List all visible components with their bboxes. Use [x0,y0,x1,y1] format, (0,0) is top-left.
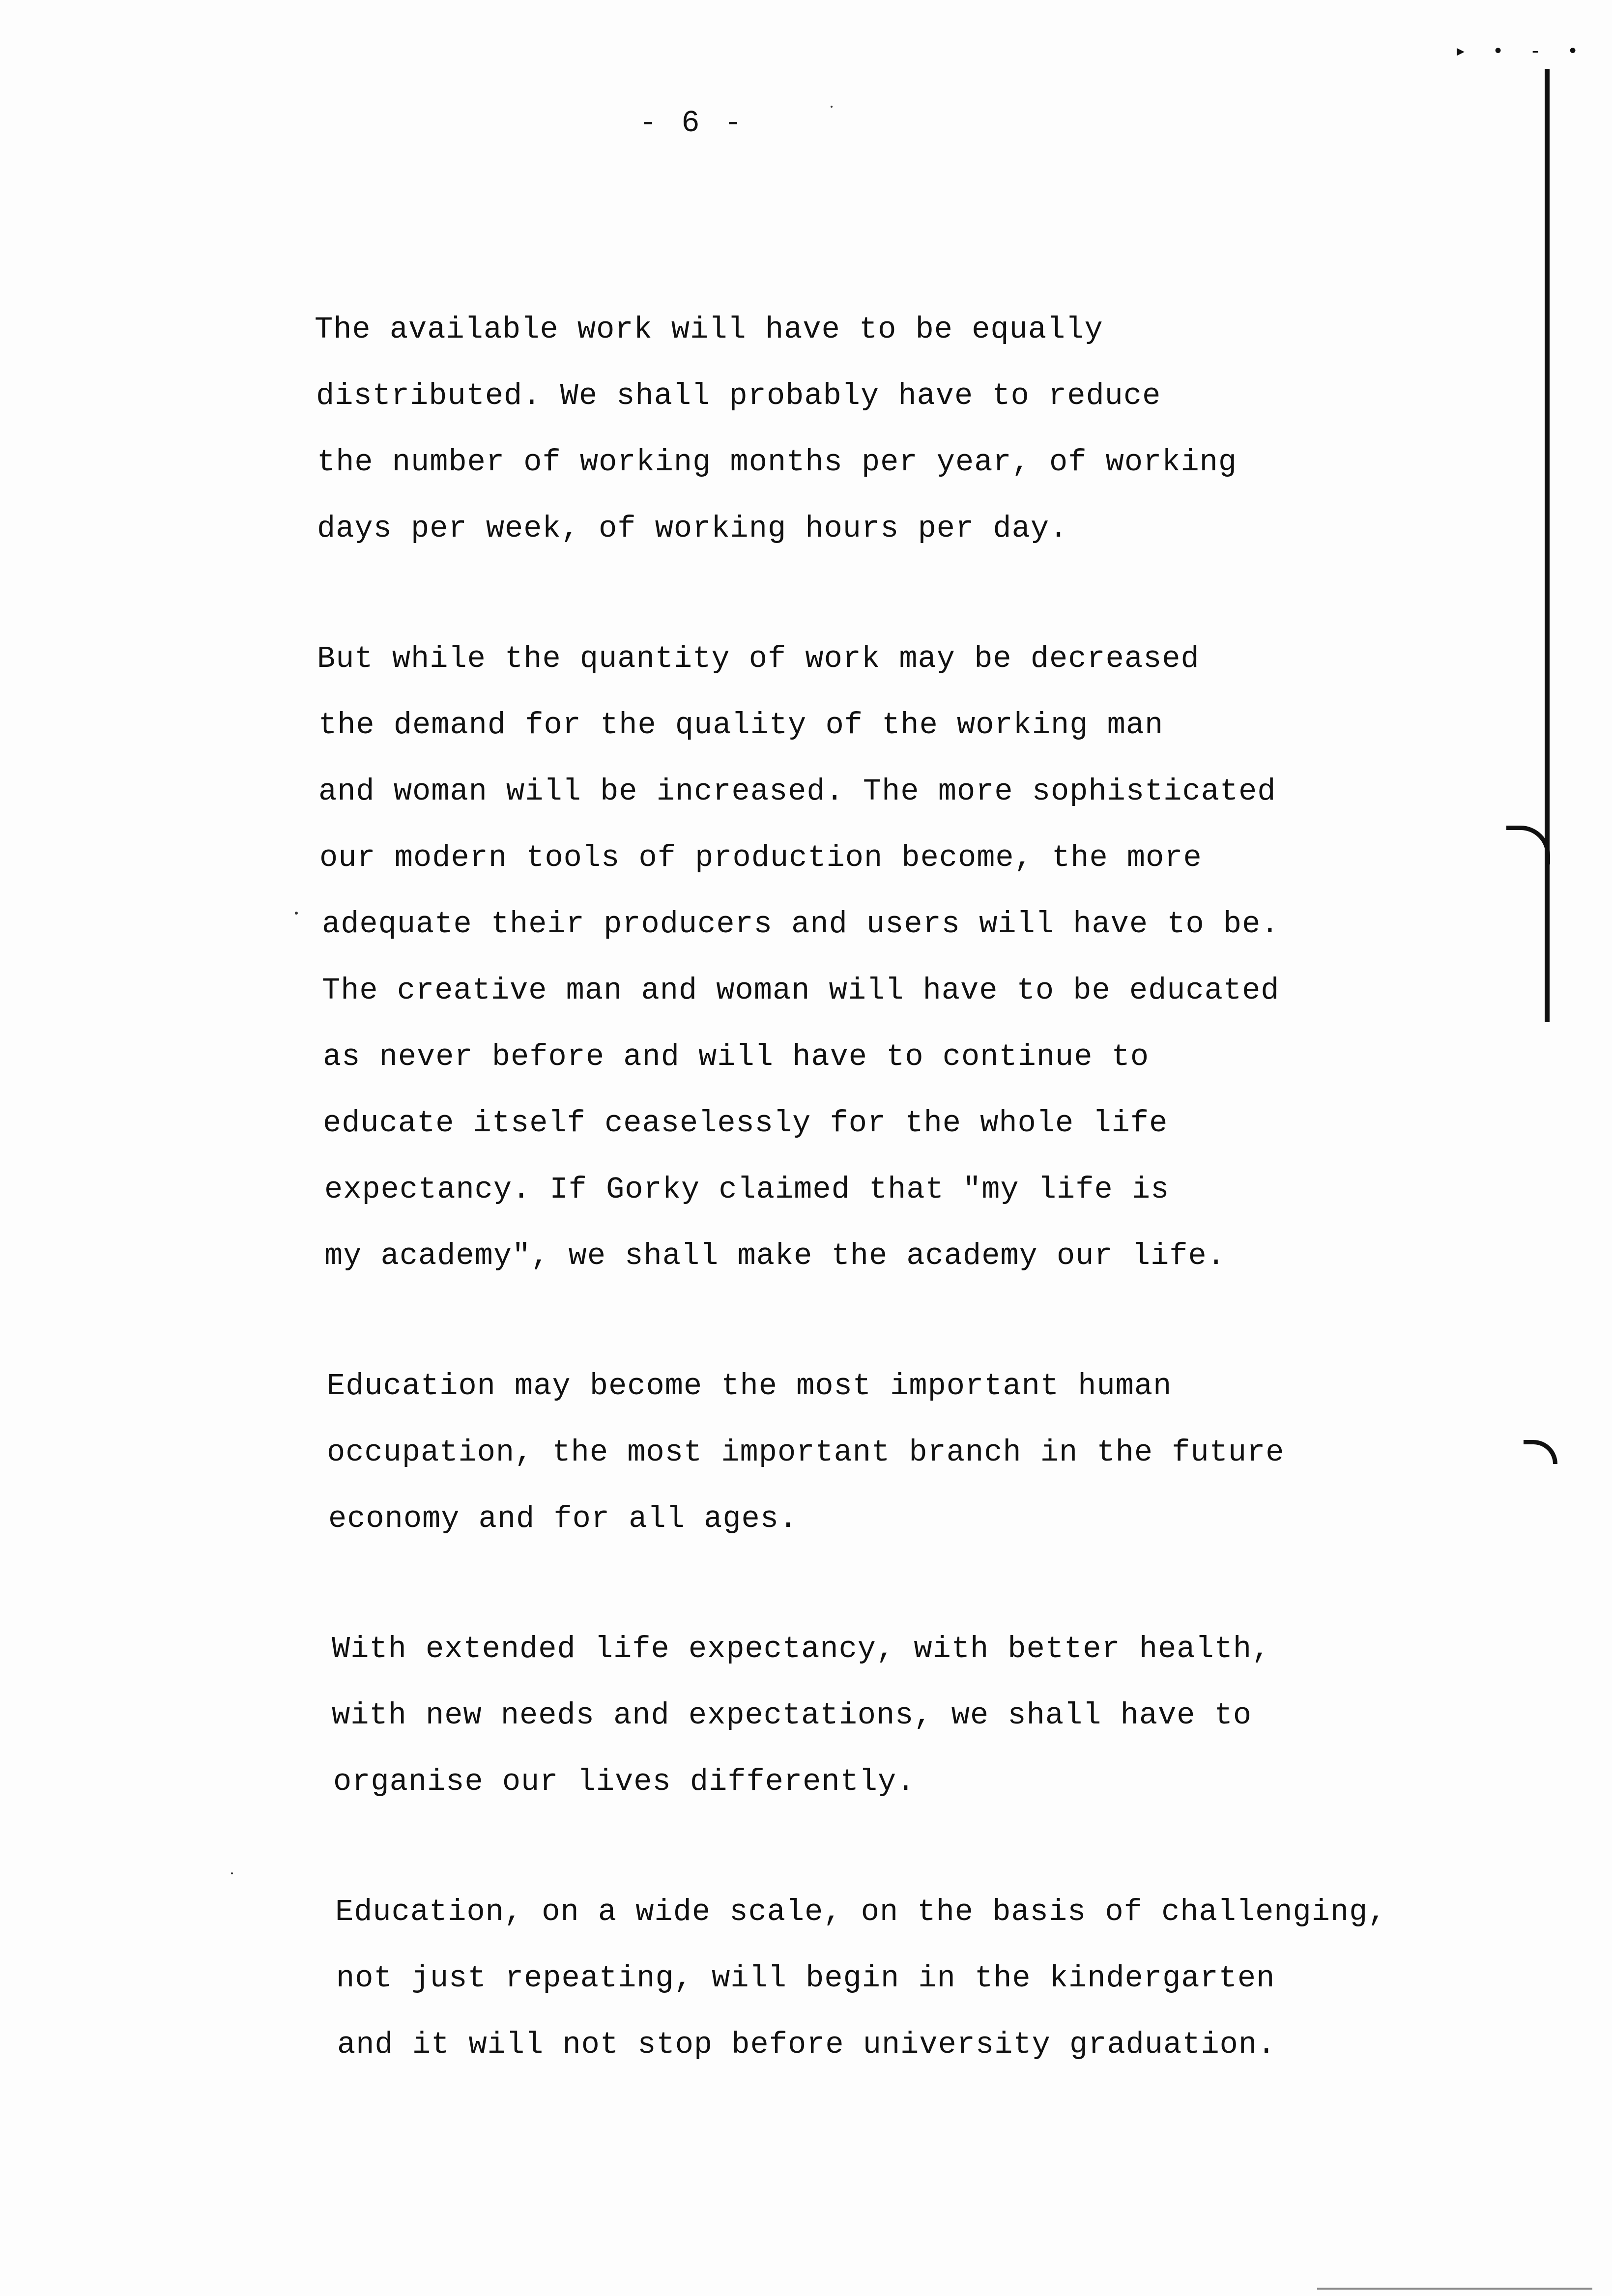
text-line: The available work will have to be equally [315,312,1103,347]
text-line: my academy", we shall make the academy our life. [324,1238,1226,1273]
text-line: Education, on a wide scale, on the basis of challenging, [335,1894,1387,1929]
text-line: With extended life expectancy, with better health, [332,1632,1271,1666]
text-line: occupation, the most important branch in the future [327,1435,1285,1470]
margin-hook-mark [1506,826,1550,864]
text-line: organise our lives differently. [333,1764,916,1799]
scan-speck [295,912,298,915]
scan-speck [831,106,833,108]
text-line: days per week, of working hours per day. [317,511,1068,546]
margin-hook-mark [1524,1440,1557,1464]
text-line: Education may become the most important human [327,1369,1172,1404]
text-line: with new needs and expectations, we shall have to [332,1698,1252,1733]
text-line: not just repeating, will begin in the kindergarten [336,1961,1275,1996]
text-line: economy and for all ages. [328,1501,798,1536]
text-line: adequate their producers and users will have to be. [322,907,1280,942]
bottom-rule [1317,2288,1592,2290]
corner-marks: ▸ • - • [1455,41,1586,63]
text-line: expectancy. If Gorky claimed that "my life is [324,1172,1170,1207]
scan-speck [231,1872,233,1874]
page-number: - 6 - [639,106,746,141]
text-line: our modern tools of production become, the more [319,840,1202,875]
text-line: the number of working months per year, of working [317,445,1238,480]
text-line: as never before and will have to continue to [323,1039,1150,1074]
text-line: The creative man and woman will have to be educated [322,973,1280,1008]
text-line: educate itself ceaselessly for the whole life [323,1106,1168,1141]
text-line: the demand for the quality of the working man [318,708,1164,743]
text-line: But while the quantity of work may be decreased [317,641,1200,676]
text-line: and woman will be increased. The more sophisticated [318,774,1276,809]
margin-bar [1545,69,1550,1022]
text-line: distributed. We shall probably have to reduce [316,378,1161,413]
text-line: and it will not stop before university graduation. [337,2027,1276,2062]
